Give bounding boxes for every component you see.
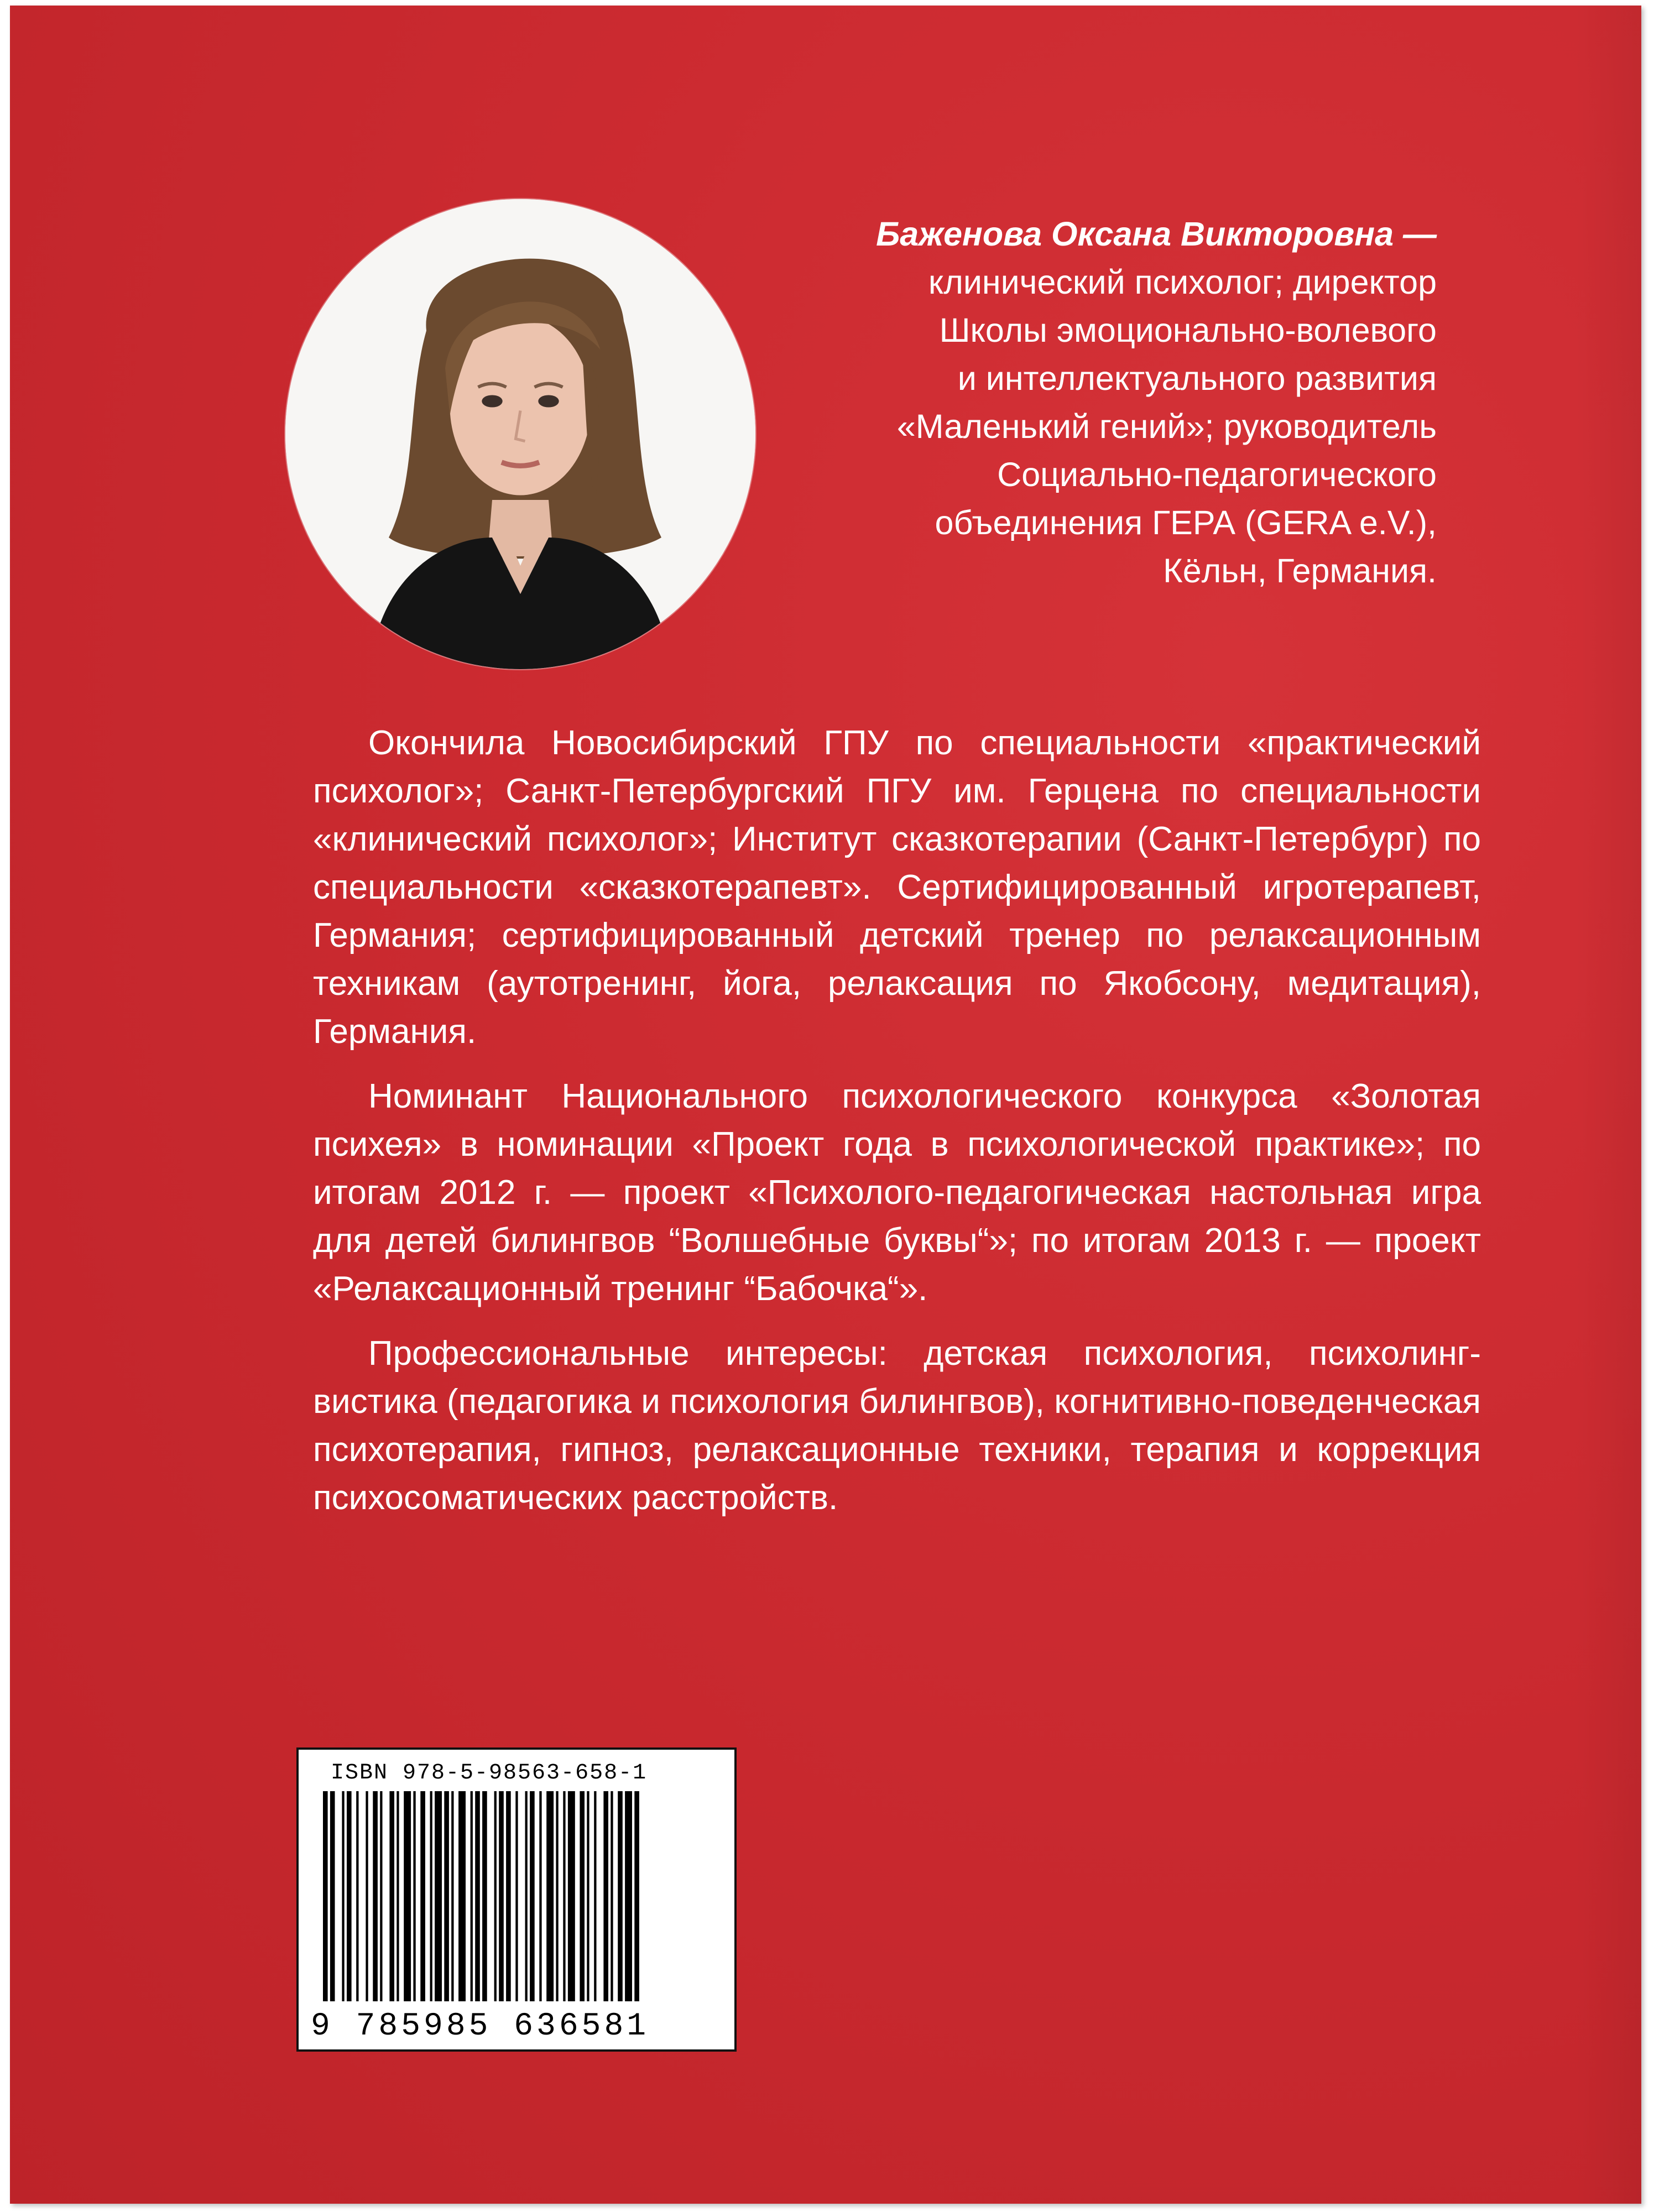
barcode-bar	[539, 1791, 541, 2001]
bio-paragraph-education: Окончила Новосибирский ГПУ по специальности «практический психолог»; Санкт-Петербургский ПГУ им. Герцена по специальности «клинический психолог»; Институт сказкотерапии (Санкт-Петербург) по специальности «сказкотерапевт». Сертифицированный игротерапевт, Германия; сертифицированный детский тренер по релаксационным техникам (аутотренинг, йога, релаксация по Якобсону, медитация), Германия.	[313, 724, 1481, 1051]
barcode-bar	[506, 1791, 511, 2001]
barcode-bar	[482, 1791, 487, 2001]
barcode-bar	[435, 1791, 442, 2001]
barcode-bar	[475, 1791, 480, 2001]
isbn-barcode	[296, 1747, 737, 2052]
barcode-bar	[471, 1791, 473, 2001]
barcode-bar	[563, 1791, 565, 2001]
author-portrait-illustration	[285, 199, 755, 669]
author-line: объединения ГЕРА (GERA e.V.),	[935, 504, 1437, 541]
author-biography	[313, 719, 1481, 1538]
barcode-bar	[525, 1791, 528, 2001]
barcode-bar	[323, 1791, 328, 2001]
author-line: «Маленький гений»; руководитель	[896, 408, 1437, 445]
barcode-bar	[373, 1791, 378, 2001]
bio-paragraph-interests: Профессиональные интересы: детская психология, психолингвистика (педагогика и психология билингвов), когнитивно-поведенческая психотерапия, гипноз, релаксационные техники, терапия и коррекция психосоматических расстройств.	[313, 1334, 1481, 1517]
barcode-bar	[397, 1791, 399, 2001]
barcode-bar	[380, 1791, 382, 2001]
barcode-bar	[530, 1791, 535, 2001]
barcode-bar	[366, 1791, 368, 2001]
barcode-bar	[330, 1791, 335, 2001]
barcode-bar	[625, 1791, 632, 2001]
barcode-bar	[587, 1791, 589, 2001]
author-line: клинический психолог; директор	[928, 263, 1437, 301]
barcode-bar	[356, 1791, 358, 2001]
barcode-bar	[347, 1791, 352, 2001]
barcode-bar	[451, 1791, 453, 2001]
barcode-bar	[568, 1791, 575, 2001]
bio-paragraph-awards: Номинант Национального психологического конкурса «Золотая психея» в номинации «Проект года в психологической практике»; по итогам 2012 г. — проект «Психолого-педагогическая настольная игра для детей билингвов “Волшебные буквы“»; по итогам 2013 г. — проект «Релаксационный тренинг “Бабочка“».	[313, 1077, 1481, 1308]
author-line: Кёльн, Германия.	[1163, 552, 1437, 589]
ean-digits: 9 785985 636581	[311, 2008, 650, 2044]
back-cover	[10, 6, 1641, 2204]
barcode-bar	[404, 1791, 411, 2001]
barcode-bar	[444, 1791, 449, 2001]
barcode-bar	[420, 1791, 425, 2001]
author-name: Баженова Оксана Викторовна —	[876, 215, 1437, 253]
author-line: Социально-педагогического	[997, 456, 1437, 493]
barcode-bar	[634, 1791, 639, 2001]
barcode-bar	[430, 1791, 432, 2001]
barcode-bar	[594, 1791, 596, 2001]
barcode-bars	[321, 1791, 719, 2001]
barcode-bar	[556, 1791, 558, 2001]
barcode-bar	[494, 1791, 497, 2001]
barcode-bar	[458, 1791, 466, 2001]
barcode-bar	[546, 1791, 554, 2001]
author-line: Школы эмоционально-волевого	[939, 311, 1437, 349]
author-line: и интеллектуального развития	[957, 359, 1437, 397]
barcode-bar	[515, 1791, 518, 2001]
author-description	[773, 210, 1437, 595]
barcode-bar	[413, 1791, 415, 2001]
author-portrait-photo	[285, 199, 755, 669]
barcode-bar	[342, 1791, 344, 2001]
barcode-bar	[603, 1791, 608, 2001]
barcode-bar	[580, 1791, 585, 2001]
isbn-label: ISBN 978-5-98563-658-1	[331, 1761, 648, 1786]
barcode-bar	[618, 1791, 623, 2001]
barcode-bar	[611, 1791, 613, 2001]
barcode-bar	[389, 1791, 394, 2001]
barcode-bar	[499, 1791, 504, 2001]
